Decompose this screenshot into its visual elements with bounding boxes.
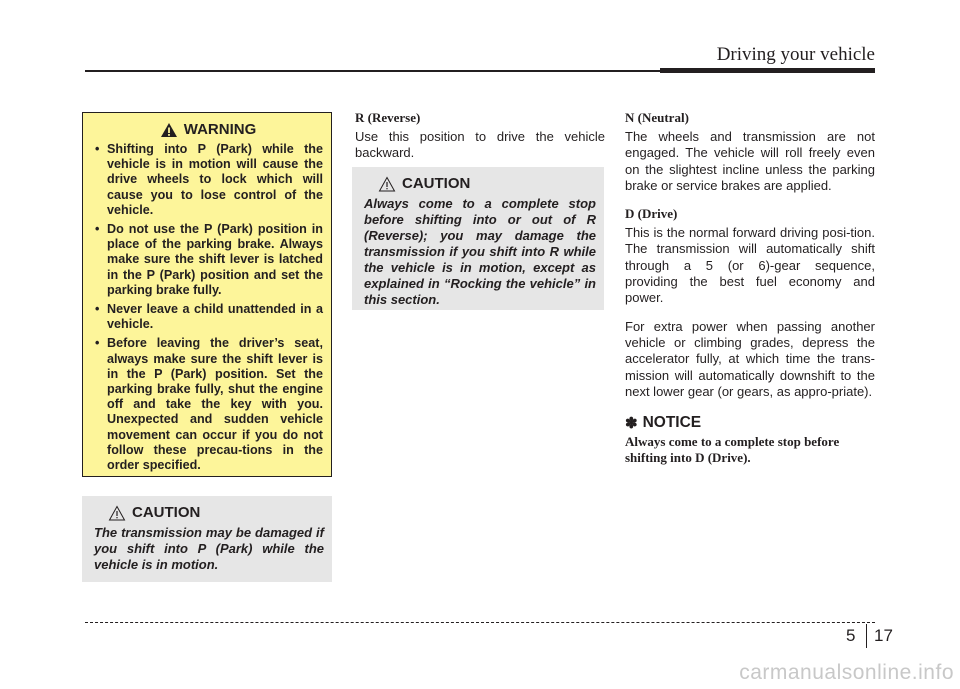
footer-rule bbox=[85, 622, 875, 623]
warning-heading bbox=[93, 121, 323, 138]
drive-heading: D (Drive) bbox=[625, 206, 678, 222]
reverse-body: Use this position to drive the vehicle backward. bbox=[355, 129, 605, 161]
page-number-divider bbox=[866, 624, 867, 648]
caution-text: The transmission may be damaged if you shift into P (Park) while the vehicle is in motion. bbox=[94, 525, 324, 572]
warning-title: WARNING bbox=[183, 121, 257, 138]
warning-list bbox=[93, 142, 323, 473]
column-right bbox=[625, 110, 875, 466]
caution-heading bbox=[94, 504, 324, 521]
caution-title: CAUTION bbox=[402, 175, 471, 192]
warning-triangle-icon bbox=[160, 122, 178, 138]
page-header-title: Driving your vehicle bbox=[716, 44, 875, 65]
chapter-number: 5 bbox=[846, 626, 856, 645]
caution-heading bbox=[364, 175, 596, 192]
neutral-body: The wheels and transmission are not engaged. The vehicle will roll freely even on the slightest incline unless the parking brake or service brakes are applied. bbox=[625, 129, 875, 193]
warning-item: • Before leaving the driver’s seat, always make sure the shift lever is in the P (Park) position. Set the parking brake fully, shut the engine off and take the key with you. Unexpected and sudden vehicle movement can occur if you do not follow these precau-tions in the order specified. bbox=[93, 336, 323, 473]
page-number: 17 bbox=[874, 626, 893, 645]
warning-item: • Shifting into P (Park) while the vehicle is in motion will cause the drive wheels to lock which will cause you to lose control of the vehicle. bbox=[93, 142, 323, 218]
caution-box-park bbox=[82, 496, 332, 582]
watermark: carmanualsonline.info bbox=[739, 661, 954, 684]
header-rule-accent bbox=[660, 68, 875, 73]
caution-box-reverse bbox=[352, 167, 604, 310]
caution-text: Always come to a complete stop before shifting into or out of R (Reverse); you may damage the transmission if you shift into R while the vehicle is in motion, except as explained in “Rocking the vehicle” in this section. bbox=[364, 196, 596, 307]
notice-heading bbox=[625, 414, 875, 432]
caution-triangle-icon bbox=[108, 505, 126, 521]
neutral-heading: N (Neutral) bbox=[625, 110, 689, 125]
reverse-heading: R (Reverse) bbox=[355, 110, 421, 125]
warning-item: • Do not use the P (Park) position in place of the parking brake. Always make sure the shift lever is latched in the P (Park) position and set the parking brake fully. bbox=[93, 222, 323, 298]
warning-item: • Never leave a child unattended in a vehicle. bbox=[93, 302, 323, 332]
warning-box bbox=[82, 112, 332, 477]
notice-text: Always come to a complete stop before shifting into D (Drive). bbox=[625, 434, 840, 466]
notice-star-icon: ✽ bbox=[625, 415, 638, 433]
drive-body: This is the normal forward driving posi-tion. The transmission will automatically shift through a 5 (or 6)-gear sequence, providing the best fuel economy and power. bbox=[625, 225, 875, 306]
notice-title: NOTICE bbox=[642, 414, 702, 432]
drive-body-extra: For extra power when passing another vehicle or climbing grades, depress the accelerator fully, at which time the trans-mission will automatically downshift to the next lower gear (or gears, as appro-priate). bbox=[625, 318, 875, 399]
caution-title: CAUTION bbox=[132, 504, 201, 521]
caution-triangle-icon bbox=[378, 176, 396, 192]
column-middle bbox=[355, 110, 605, 174]
